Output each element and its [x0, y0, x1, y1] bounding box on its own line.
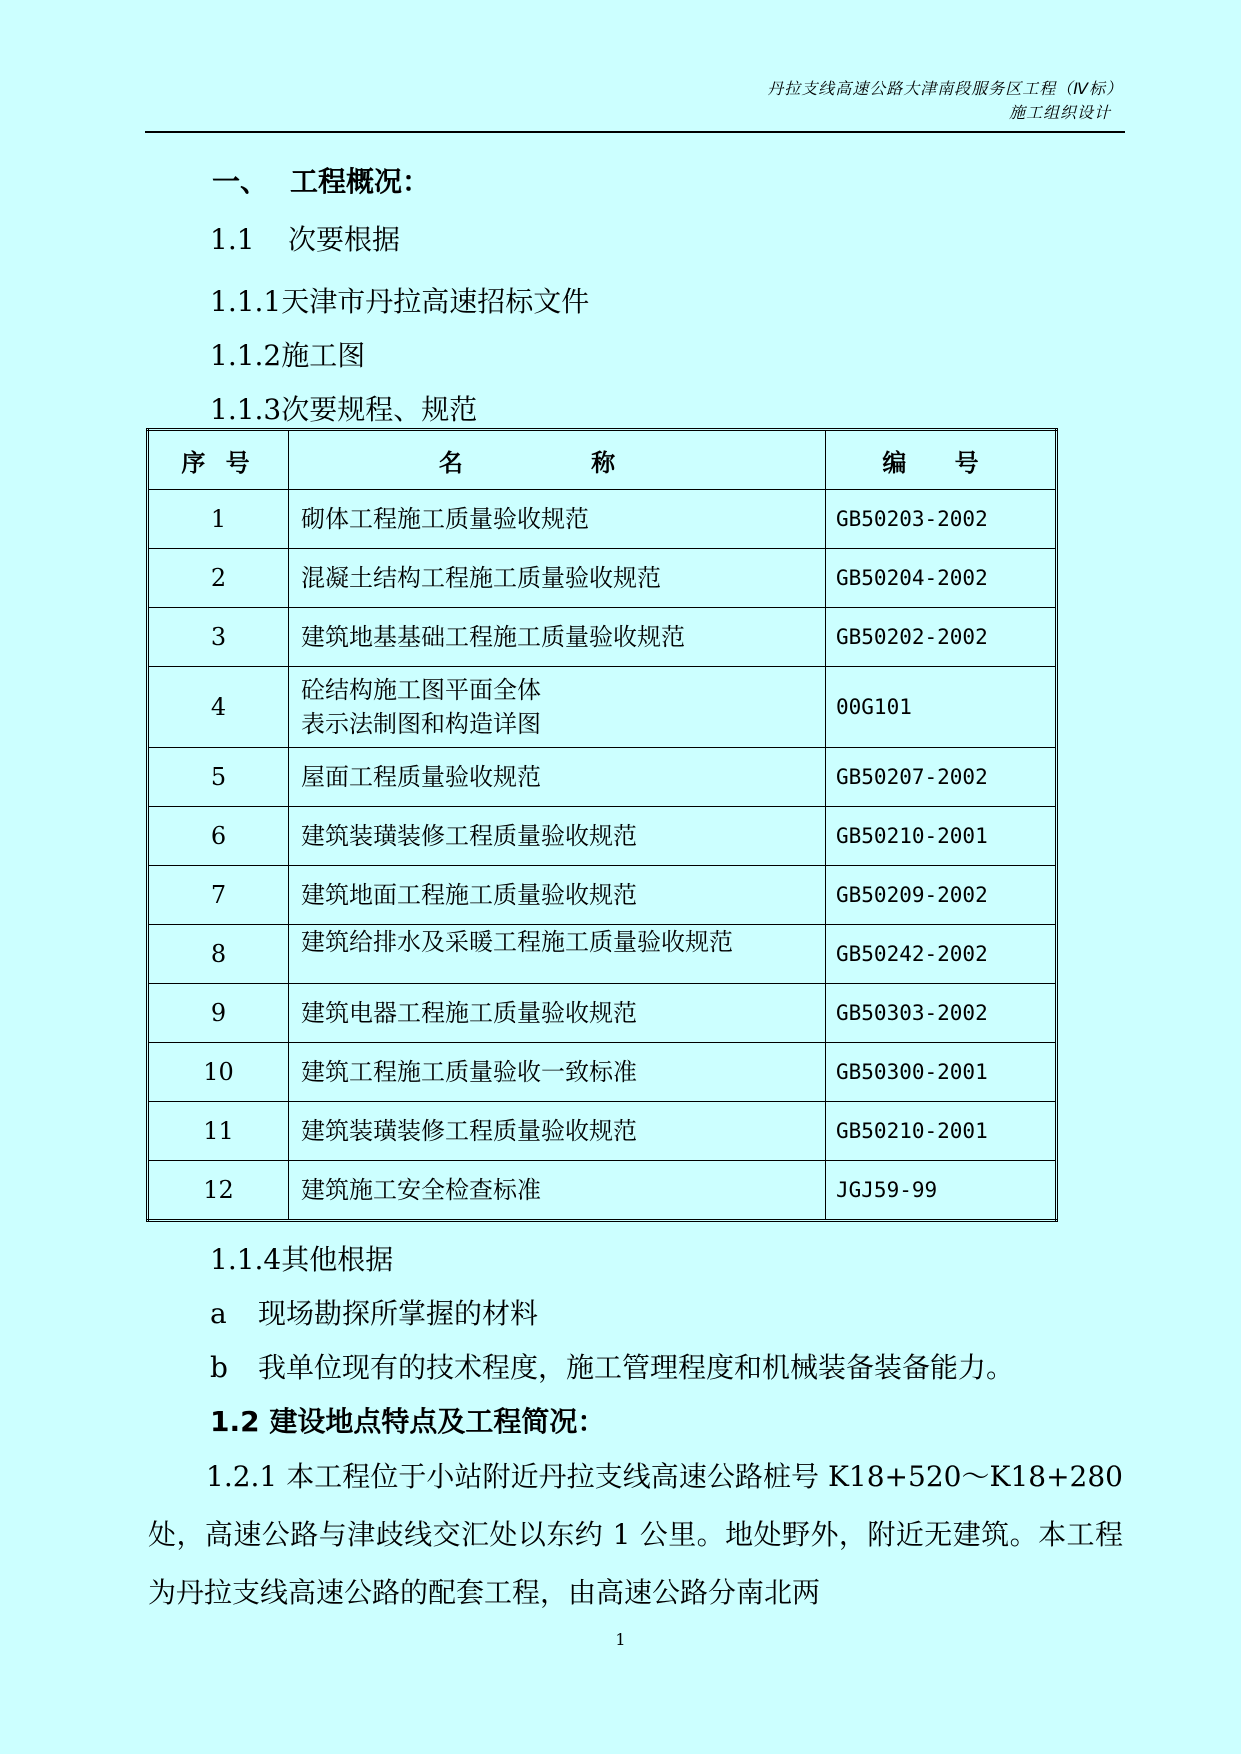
table-row: [148, 1043, 1057, 1102]
table-row: [148, 1161, 1057, 1221]
subsection-1-1-1: [210, 280, 589, 320]
row-name: 建筑电器工程施工质量验收规范: [289, 984, 826, 1043]
subsection-1-2: [210, 1400, 605, 1440]
section-title: 工程概况：: [290, 165, 431, 198]
row-code: JGJ59-99: [826, 1161, 1057, 1221]
row-index: 2: [148, 549, 289, 608]
row-name: [289, 667, 826, 748]
row-code: 00G101: [826, 667, 1057, 748]
subsection-title: 施工图: [281, 339, 366, 372]
row-index: 1: [148, 490, 289, 549]
subsection-1-1-4: [210, 1238, 393, 1278]
table-row: [148, 549, 1057, 608]
subsection-title: 其他根据: [281, 1243, 394, 1276]
list-item-a: [210, 1292, 538, 1332]
row-name: 砌体工程施工质量验收规范: [289, 490, 826, 549]
section-heading-1: [212, 160, 430, 200]
row-code: GB50207-2002: [826, 748, 1057, 807]
row-index: 3: [148, 608, 289, 667]
list-text: 我单位现有的技术程度，施工管理程度和机械装备装备能力。: [258, 1351, 1015, 1384]
subsection-number: 1.1.2: [210, 339, 282, 372]
row-index: 11: [148, 1102, 289, 1161]
header-doc-title: 施工组织设计: [1008, 103, 1111, 122]
table-row: [148, 667, 1057, 748]
row-code: GB50204-2002: [826, 549, 1057, 608]
row-index: 6: [148, 807, 289, 866]
list-item-b: [210, 1346, 1014, 1386]
table-row: [148, 608, 1057, 667]
row-index: 5: [148, 748, 289, 807]
table-row: [148, 866, 1057, 925]
paragraph-text: 本工程位于小站附近丹拉支线高速公路桩号 K18+520～K18+280 处，高速公路与津歧线交汇处以东约 1 公里。地处野外，附近无建筑。本工程为丹拉支线高速公路的配套工程，由高速公路分南北两: [148, 1460, 1123, 1609]
row-code: GB50203-2002: [826, 490, 1057, 549]
subsection-number: 1.1.3: [210, 393, 282, 426]
subsection-title: 次要规程、规范: [281, 393, 478, 426]
row-name: 建筑工程施工质量验收一致标准: [289, 1043, 826, 1102]
list-label: a: [210, 1297, 227, 1330]
subsection-number: 1.1.1: [210, 285, 282, 318]
table-row: [148, 748, 1057, 807]
header-project-title: 丹拉支线高速公路大津南段服务区工程（Ⅳ标）: [767, 79, 1123, 98]
subsection-1-1: [210, 218, 400, 258]
header-index: 序 号: [148, 430, 289, 490]
subsection-title: 天津市丹拉高速招标文件: [281, 285, 590, 318]
table-row: [148, 1102, 1057, 1161]
row-code: GB50202-2002: [826, 608, 1057, 667]
row-name: 建筑装璜装修工程质量验收规范: [289, 1102, 826, 1161]
page-number: 1: [615, 1630, 626, 1649]
row-name: 建筑施工安全检查标准: [289, 1161, 826, 1221]
row-name-line: 砼结构施工图平面全体: [301, 676, 541, 704]
row-code: GB50210-2001: [826, 1102, 1057, 1161]
row-code: GB50210-2001: [826, 807, 1057, 866]
paragraph-1-2-1: [148, 1448, 1123, 1622]
row-name: 建筑装璜装修工程质量验收规范: [289, 807, 826, 866]
subsection-1-1-3: [210, 388, 477, 428]
row-name: 屋面工程质量验收规范: [289, 748, 826, 807]
table-row: [148, 925, 1057, 984]
row-index: 10: [148, 1043, 289, 1102]
table-row: [148, 984, 1057, 1043]
row-name: [289, 925, 826, 984]
subsection-title: 建设地点特点及工程简况：: [269, 1405, 606, 1438]
table-row: [148, 807, 1057, 866]
paragraph-number: 1.2.1: [206, 1460, 278, 1493]
table-header-row: [148, 430, 1057, 490]
row-name: 建筑地基基础工程施工质量验收规范: [289, 608, 826, 667]
row-index: 12: [148, 1161, 289, 1221]
subsection-1-1-2: [210, 334, 365, 374]
row-index: 8: [148, 925, 289, 984]
row-name-line: 表示法制图和构造详图: [301, 710, 541, 738]
subsection-number: 1.2: [210, 1405, 260, 1438]
row-index: 4: [148, 667, 289, 748]
row-name: 建筑地面工程施工质量验收规范: [289, 866, 826, 925]
header-name: 名 称: [289, 430, 826, 490]
row-name: 混凝土结构工程施工质量验收规范: [289, 549, 826, 608]
row-code: GB50303-2002: [826, 984, 1057, 1043]
header-code: 编 号: [826, 430, 1057, 490]
list-text: 现场勘探所掌握的材料: [258, 1297, 539, 1330]
row-name-text: 建筑给排水及采暖工程施工质量验收规范: [301, 928, 733, 956]
subsection-number: 1.1.4: [210, 1243, 282, 1276]
subsection-title: 次要根据: [288, 223, 401, 256]
row-code: GB50242-2002: [826, 925, 1057, 984]
header-rule: [145, 131, 1125, 133]
row-index: 9: [148, 984, 289, 1043]
list-label: b: [210, 1351, 228, 1384]
row-code: GB50209-2002: [826, 866, 1057, 925]
subsection-number: 1.1: [210, 223, 255, 256]
row-code: GB50300-2001: [826, 1043, 1057, 1102]
row-index: 7: [148, 866, 289, 925]
section-number: 一、: [212, 165, 269, 198]
table-row: [148, 490, 1057, 549]
standards-table: [146, 428, 1058, 1222]
